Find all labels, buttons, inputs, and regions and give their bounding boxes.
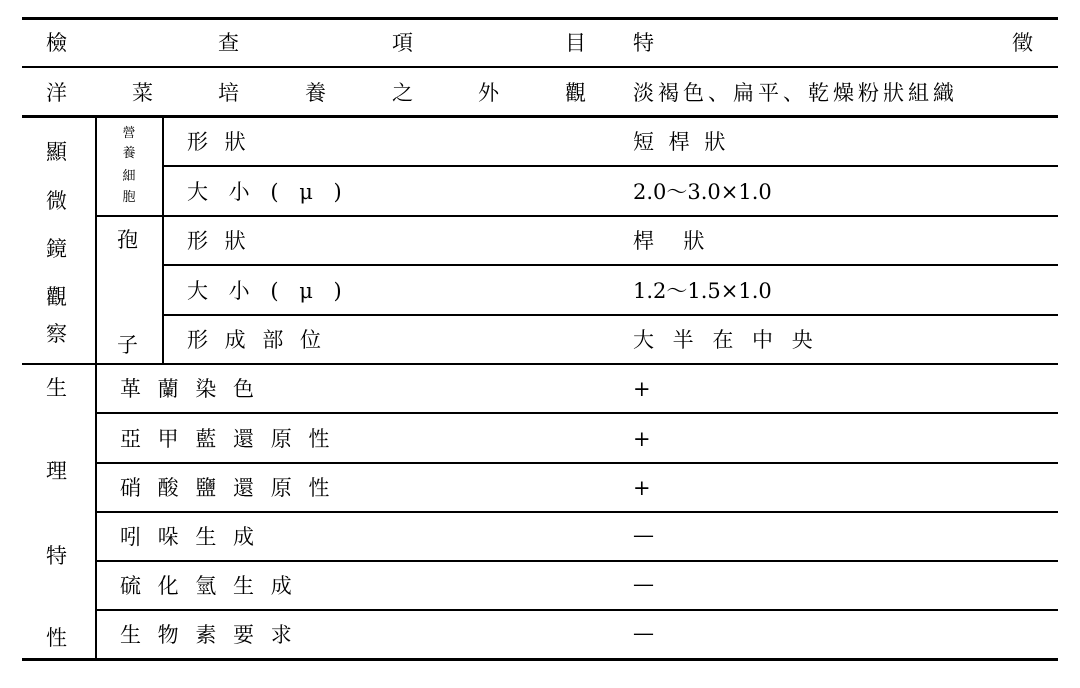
header-label-char: 查 bbox=[218, 31, 239, 55]
vegetative-shape-label: 形 狀 bbox=[187, 130, 246, 154]
vegetative-bottom-rule bbox=[96, 215, 1058, 217]
vegetative-shape-value: 短 桿 狀 bbox=[633, 130, 726, 154]
spore-shape-rule bbox=[163, 264, 1058, 266]
physiology-row-value: + bbox=[633, 476, 651, 500]
vegetative-label-char: 營 bbox=[122, 126, 136, 141]
spore-position-label: 形 成 部 位 bbox=[187, 328, 322, 352]
physio-rule-1 bbox=[96, 412, 1058, 414]
physiology-group-char: 理 bbox=[46, 459, 67, 483]
header-value-char: 特 bbox=[633, 31, 654, 55]
microscopy-bottom-rule bbox=[22, 363, 1058, 365]
spore-label-top: 孢 bbox=[117, 228, 138, 252]
culture-label-char: 培 bbox=[218, 81, 239, 105]
vegetative-size-label: 大 小 ( μ ) bbox=[187, 180, 342, 204]
spore-position-value: 大 半 在 中 央 bbox=[633, 328, 813, 352]
physiology-row-value: + bbox=[633, 427, 651, 451]
physiology-row-label: 硫 化 氫 生 成 bbox=[120, 574, 292, 598]
culture-label-char: 洋 bbox=[46, 81, 67, 105]
physiology-row-label: 革 蘭 染 色 bbox=[120, 377, 255, 401]
physiology-row-label: 硝 酸 鹽 還 原 性 bbox=[120, 476, 330, 500]
subgroup-column-divider bbox=[162, 118, 164, 364]
vegetative-label-char: 胞 bbox=[122, 190, 136, 205]
header-bottom-rule bbox=[22, 66, 1058, 68]
physio-rule-5 bbox=[96, 609, 1058, 611]
header-value-char: 徵 bbox=[1012, 31, 1033, 55]
culture-label-char: 之 bbox=[392, 81, 413, 105]
culture-label-char: 菜 bbox=[132, 81, 153, 105]
physiology-row-label: 生 物 素 要 求 bbox=[120, 623, 292, 647]
microscopy-group-char: 觀 bbox=[46, 285, 67, 309]
culture-label-char: 觀 bbox=[565, 81, 586, 105]
vegetative-label-char: 細 bbox=[122, 169, 136, 184]
microscopy-group-char: 鏡 bbox=[46, 237, 67, 261]
header-label-char: 項 bbox=[392, 31, 413, 55]
culture-label-char: 養 bbox=[305, 81, 326, 105]
physiology-row-value: — bbox=[633, 572, 654, 596]
physio-rule-4 bbox=[96, 560, 1058, 562]
microscopy-group-char: 察 bbox=[46, 322, 67, 346]
physiology-row-label: 亞 甲 藍 還 原 性 bbox=[120, 427, 330, 451]
microscopy-group-char: 微 bbox=[46, 189, 67, 213]
physiology-group-char: 生 bbox=[46, 376, 67, 400]
microscopy-group-char: 顯 bbox=[46, 140, 67, 164]
spore-size-value: 1.2～1.5×1.0 bbox=[633, 279, 772, 303]
spore-label-bottom: 子 bbox=[117, 333, 138, 357]
physiology-group-char: 特 bbox=[46, 544, 67, 568]
spore-shape-label: 形 狀 bbox=[187, 229, 246, 253]
physiology-row-value: + bbox=[633, 377, 651, 401]
veg-shape-rule bbox=[163, 165, 1058, 167]
group-column-divider bbox=[95, 118, 97, 659]
physio-rule-2 bbox=[96, 462, 1058, 464]
culture-value: 淡褐色、扁平、乾燥粉狀組織 bbox=[633, 81, 958, 105]
header-label-char: 目 bbox=[565, 31, 586, 55]
physiology-row-value: — bbox=[633, 523, 654, 547]
spore-size-label: 大 小 ( μ ) bbox=[187, 279, 342, 303]
table-bottom-rule bbox=[22, 658, 1058, 661]
header-label-char: 檢 bbox=[46, 31, 67, 55]
spore-shape-value: 桿 狀 bbox=[633, 229, 705, 253]
physiology-group-char: 性 bbox=[46, 626, 67, 650]
spore-size-rule bbox=[163, 314, 1058, 316]
table-top-rule bbox=[22, 17, 1058, 20]
physio-rule-3 bbox=[96, 511, 1058, 513]
physiology-row-value: — bbox=[633, 621, 654, 645]
vegetative-label-char: 養 bbox=[122, 146, 136, 161]
physiology-row-label: 吲 哚 生 成 bbox=[120, 525, 255, 549]
vegetative-size-value: 2.0～3.0×1.0 bbox=[633, 180, 772, 204]
culture-label-char: 外 bbox=[478, 81, 499, 105]
culture-bottom-rule bbox=[22, 115, 1058, 118]
